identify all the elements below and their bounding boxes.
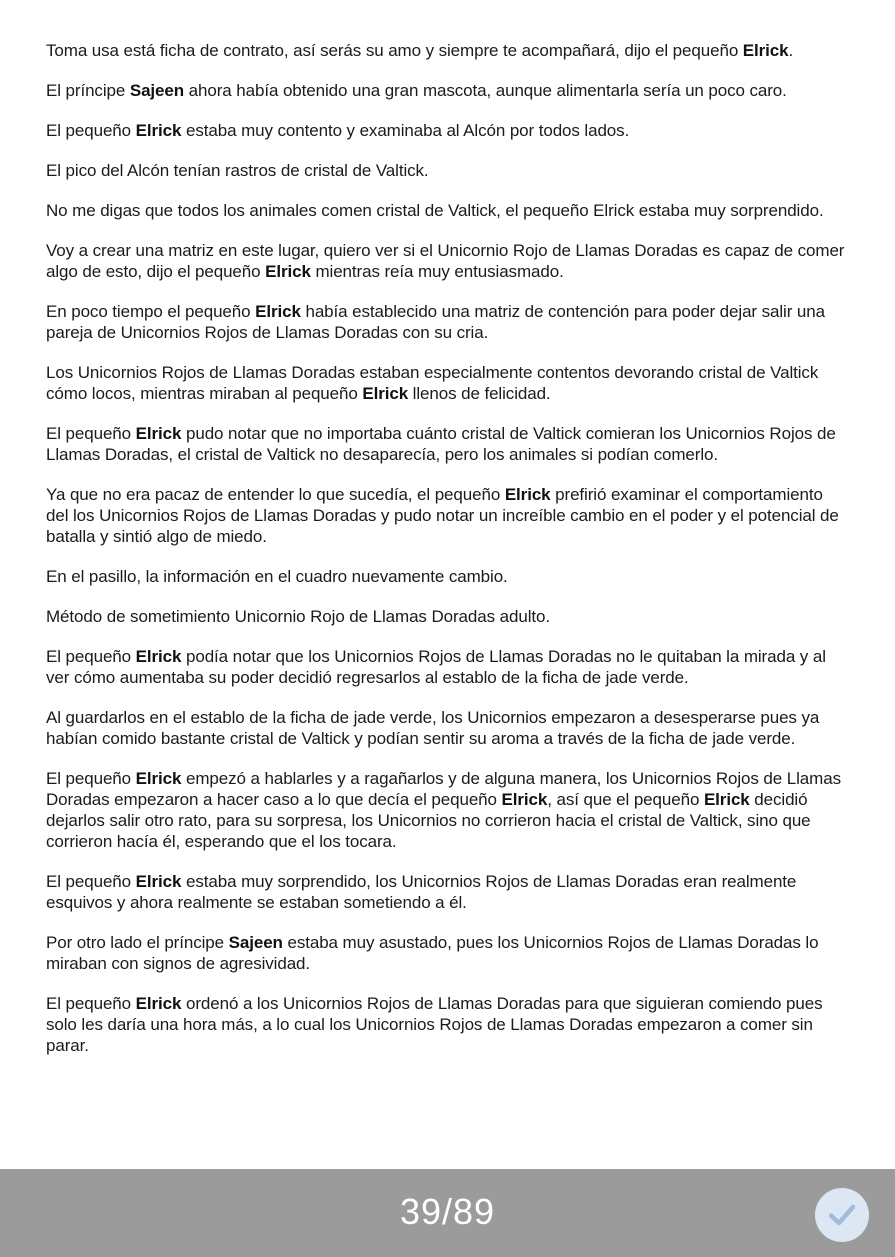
text-run: estaba muy contento y examinaba al Alcón por todos lados. (181, 121, 630, 140)
text-run: El pequeño (46, 647, 136, 666)
text-paragraph (46, 80, 846, 101)
text-run: Los Unicornios Rojos de Llamas Doradas estaban especialmente contentos devorando cristal de Valtick cómo locos, mientras miraban al pequeño (46, 363, 819, 403)
text-run: Al guardarlos en el establo de la ficha de jade verde, los Unicornios empezaron a desesperarse pues ya habían comido bastante cristal de Valtick y podían sentir su aroma a través de la ficha de jade verde. (46, 708, 820, 748)
text-run: El príncipe (46, 81, 130, 100)
text-run: había establecido una matriz de contención para poder dejar salir una pareja de Unicornios Rojos de Llamas Doradas con su cria. (46, 302, 825, 342)
text-run: No me digas que todos los animales comen cristal de Valtick, el pequeño Elrick estaba muy sorprendido. (46, 201, 824, 220)
text-run: mientras reía muy entusiasmado. (310, 262, 564, 281)
text-run: pudo notar que no importaba cuánto cristal de Valtick comieran los Unicornios Rojos de Llamas Doradas, el cristal de Valtick no desaparecía, pero los animales si podían comerlo. (46, 424, 836, 464)
text-paragraph (46, 932, 846, 974)
text-paragraph (46, 871, 846, 913)
bold-name: Elrick (135, 872, 182, 891)
text-run: El pequeño (46, 424, 136, 443)
text-run: Voy a crear una matriz en este lugar, quiero ver si el Unicornio Rojo de Llamas Doradas es capaz de comer algo de esto, dijo el pequeño (46, 241, 845, 281)
text-run: En poco tiempo el pequeño (46, 302, 256, 321)
text-run: Toma usa está ficha de contrato, así serás su amo y siempre te acompañará, dijo el pequeño (46, 41, 743, 60)
bold-name: Elrick (504, 485, 551, 504)
text-paragraph (46, 768, 846, 852)
text-paragraph (46, 484, 846, 547)
text-run: prefirió examinar el comportamiento del los Unicornios Rojos de Llamas Doradas y pudo notar un increíble cambio en el poder y el potencial de batalla y sintió algo de miedo. (46, 485, 839, 546)
text-run: El pequeño (46, 872, 136, 891)
bold-name: Elrick (265, 262, 311, 281)
bold-name: Elrick (135, 994, 182, 1013)
text-run: . (788, 41, 794, 60)
text-paragraph (46, 646, 846, 688)
text-run: ahora había obtenido una gran mascota, aunque alimentarla sería un poco caro. (184, 81, 787, 100)
text-run: estaba muy asustado, pues los Unicornios Rojos de Llamas Doradas lo miraban con signos de agresividad. (46, 933, 819, 973)
text-paragraph (46, 240, 846, 282)
text-run: , así que el pequeño (547, 790, 704, 809)
text-run: podía notar que los Unicornios Rojos de Llamas Doradas no le quitaban la mirada y al ver cómo aumentaba su poder decidió regresarlos al establo de la ficha de jade verde. (46, 647, 826, 687)
page-indicator: 39/89 (399, 1191, 496, 1232)
text-run: estaba muy sorprendido, los Unicornios Rojos de Llamas Doradas eran realmente esquivos y ahora realmente se estaban sometiendo a él. (46, 872, 797, 912)
text-run: El pequeño (46, 769, 136, 788)
bold-name: Sajeen (129, 81, 185, 100)
bold-name: Elrick (135, 769, 182, 788)
text-paragraph (46, 707, 846, 749)
text-paragraph (46, 566, 846, 587)
text-run: Por otro lado el príncipe (46, 933, 229, 952)
text-run: Método de sometimiento Unicornio Rojo de Llamas Doradas adulto. (46, 607, 550, 626)
bold-name: Sajeen (228, 933, 283, 952)
bold-name: Elrick (742, 41, 789, 60)
reader-content (46, 40, 846, 1075)
confirm-button[interactable] (815, 1188, 869, 1242)
bold-name: Elrick (362, 384, 409, 403)
bold-name: Elrick (703, 790, 750, 809)
text-paragraph (46, 120, 846, 141)
text-run: El pequeño (46, 994, 136, 1013)
text-paragraph (46, 362, 846, 404)
text-run: ordenó a los Unicornios Rojos de Llamas Doradas para que siguieran comiendo pues solo les daría una hora más, a lo cual los Unicornios Rojos de Llamas Doradas empezaron a comer sin parar. (46, 994, 823, 1055)
text-run: El pico del Alcón tenían rastros de cristal de Valtick. (46, 161, 429, 180)
bold-name: Elrick (135, 647, 182, 666)
text-run: En el pasillo, la información en el cuadro nuevamente cambio. (46, 567, 508, 586)
text-paragraph (46, 160, 846, 181)
text-paragraph (46, 40, 846, 61)
bold-name: Elrick (135, 121, 182, 140)
text-paragraph (46, 993, 846, 1056)
text-paragraph (46, 200, 846, 221)
text-paragraph (46, 606, 846, 627)
bold-name: Elrick (135, 424, 182, 443)
text-run: empezó a hablarles y a ragañarlos y de alguna manera, los Unicornios Rojos de Llamas Doradas empezaron a hacer caso a lo que decía el pequeño (46, 769, 841, 809)
text-run: decidió dejarlos salir otro rato, para su sorpresa, los Unicornios no corrieron hacia el cristal de Valtick, sino que corrieron hacía él, esperando que el los tocara. (46, 790, 811, 851)
bottom-toolbar (0, 1169, 895, 1257)
text-paragraph (46, 423, 846, 465)
checkmark-icon (824, 1197, 860, 1233)
bold-name: Elrick (501, 790, 548, 809)
text-paragraph (46, 301, 846, 343)
bold-name: Elrick (255, 302, 301, 321)
text-run: Ya que no era pacaz de entender lo que sucedía, el pequeño (46, 485, 505, 504)
text-run: llenos de felicidad. (408, 384, 551, 403)
text-run: El pequeño (46, 121, 136, 140)
